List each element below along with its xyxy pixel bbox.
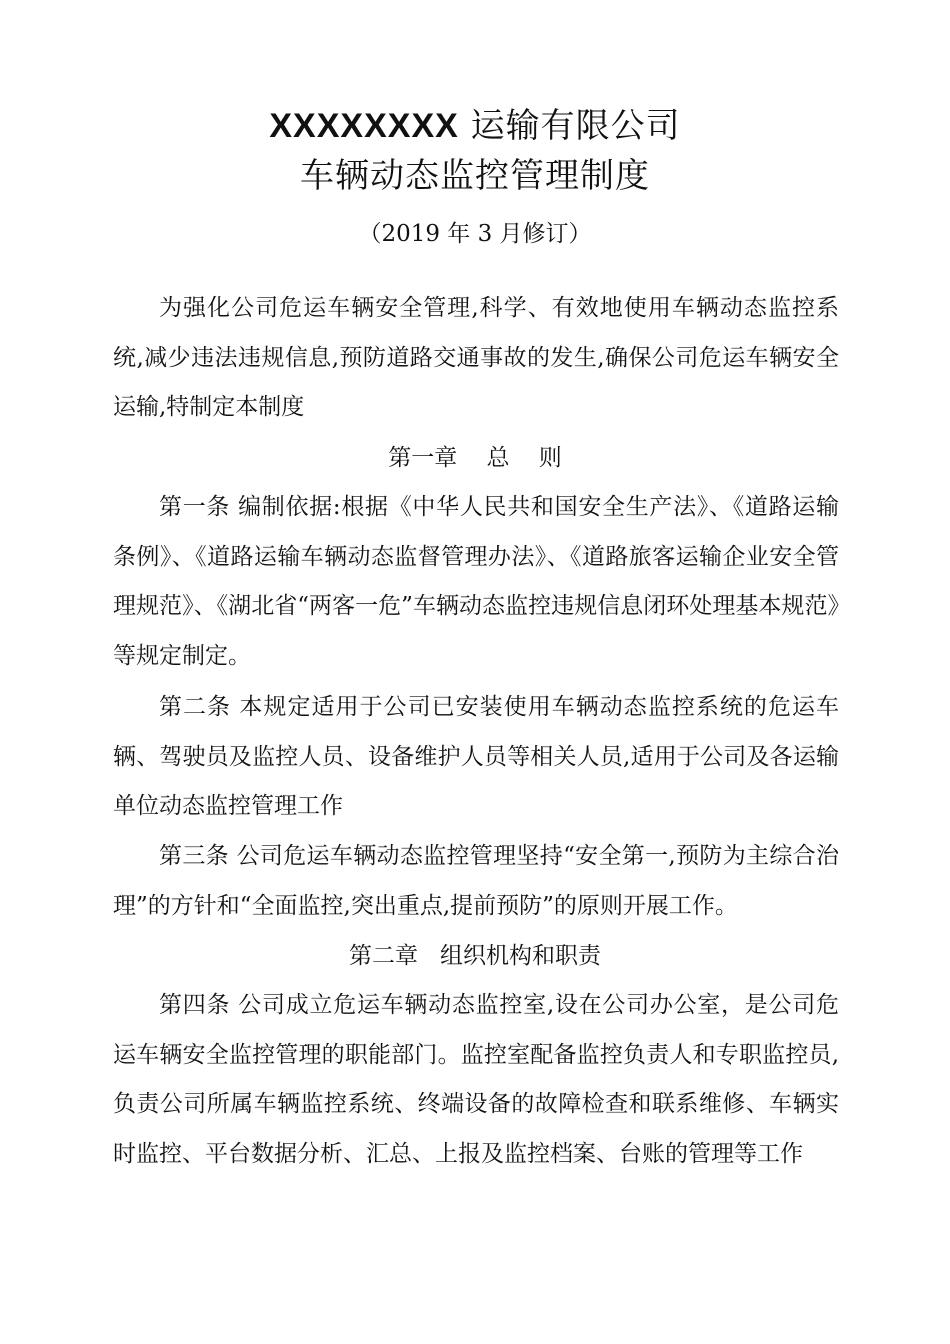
document-title-line1 [0, 106, 950, 146]
article-2: 第二条 本规定适用于公司已安装使用车辆动态监控系统的危运车辆、驾驶员及监控人员、设备维护人员等相关人员,适用于公司及各运输单位动态监控管理工作 [113, 694, 839, 820]
article-3: 第三条 公司危运车辆动态监控管理坚持“安全第一,预防为主综合治理”的方针和“全面监控,突出重点,提前预防”的原则开展工作。 [113, 843, 839, 919]
intro-paragraph: 为强化公司危运车辆安全管理,科学、有效地使用车辆动态监控系统,减少违法违规信息,预防道路交通事故的发生,确保公司危运车辆安全运输,特制定本制度 [113, 295, 839, 421]
chapter-1-heading: 第一章 总 则 [388, 445, 562, 471]
chapter-2-heading: 第二章 组织机构和职责 [349, 943, 601, 969]
company-name-suffix: 运输有限公司 [470, 106, 681, 146]
company-code: XXXXXXXX [269, 107, 459, 145]
article-1: 第一条 编制依据:根据《中华人民共和国安全生产法》、《道路运输条例》、《道路运输车辆动态监督管理办法》、《道路旅客运输企业安全管理规范》、《湖北省“两客一危”车辆动态监控违规信息闭环处理基本规范》等规定制定。 [113, 494, 839, 669]
revision-note: （2019 年 3 月修订） [358, 221, 592, 247]
document-title-line2: 车辆动态监控管理制度 [300, 156, 650, 196]
article-4: 第四条 公司成立危运车辆动态监控室,设在公司办公室，是公司危运车辆安全监控管理的职能部门。监控室配备监控负责人和专职监控员,负责公司所属车辆监控系统、终端设备的故障检查和联系维修、车辆实时监控、平台数据分析、汇总、上报及监控档案、台账的管理等工作 [113, 992, 839, 1167]
